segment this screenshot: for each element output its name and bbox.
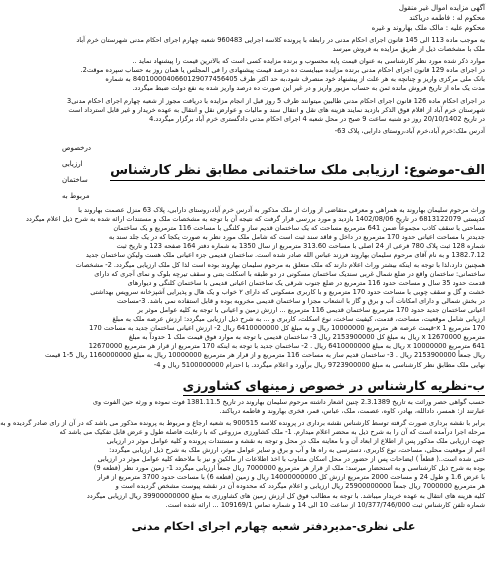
debtor-line: محکوم علیه : مالک ملک بهاروند و غیره (371, 24, 485, 32)
section-a-title: الف-موضوع: ارزیابی ملک ساختمانی مطابق نظر کارشناس (110, 163, 485, 181)
text-line: وراث مرحوم سلیمان بهاروند به همراهی و معرفی متقاضی از وراث از ملک مذکور به آدرس خرم آباد،روستای دارابی، پلاک 63 منزل عصمت بهاروند با (78, 205, 485, 214)
text-line: برابر با نقشه برداری صورت گرفته توسط کارشناس نقشه برداری در پرونده کلاسه 900515 به شعبه ارجاع و مربوط به پرونده مذکور می باشد که در آن از رای صادر گردیده و به (0, 418, 485, 427)
text-line: در اجرای ماده 129 قانون اجرای احکام مدنی برنده مزایده میبایست ده درصد قیمت پیشنهادی را فی المجلس یا همان روز به حساب سپرده موقت2. (80, 66, 485, 75)
text-line: بانک ملی مرکزی واریز و چنانچه به هر علت از پیشنهاد خود منصرف شود،به حد اکثر ظرف 8401000040660129077456405 به شماره (105, 75, 485, 84)
text-line: مترمربع x 12670000 ریال به مبلغ کل 2153900000 ریال 3- ساختمان قدیمی با توجه به موارد فوق قیمت ملک 1 حدوداً به مبلغ (128, 333, 485, 342)
text-line: قدمت حدود 35 سال و مساحت حدود 116 مترمربع در ضلع جنوب شرقی یک ساختمان اعیانی قدیمی با ساختمان کلنگی و دیوارهای (127, 278, 485, 287)
section-b-heading (62, 378, 485, 396)
text-line: بوده به شرح ذیل کارشناسی و به استحضار میرسد: ملک از قرار هر مترمربع 7000000 ریال جمعاً ارزیابی میگردد 1- زمین مورد نظر (قطعه 9) (93, 464, 485, 473)
text-line: شهرستان خرم آباد از اقلام فوق الذکر بازدید نمایند هزینه های نقل و انتقال سند و مالیات و عوارض نقل و انتقال به عهده خریدار و غیر قابل استرداد است (68, 105, 485, 114)
signature: علی نظری-مدیردفتر شعبه چهارم اجرای احکام مدنی (131, 519, 416, 533)
text-line: 170 مترمربع x 1-قیمت عرصه هر مترمربع 10000000 ریال و به مبلغ کل 6410000000 ریال 2- ارزش اعیانی ساختمان جدید به مساحت 170 (89, 324, 485, 333)
address-paragraph (62, 127, 485, 136)
text-line: موارد ذکر شده مورد نظر کارشناسی به عنوان قیمت پایه محسوب و برنده مزایده کسی است که بالاترین قیمت را پیشنهاد نماید .. (132, 57, 485, 66)
deposit-paragraph (62, 57, 485, 93)
section-a-body (26, 205, 485, 370)
text-line: اعم از موقعیت محلی، مساحت، نوع کاربری، دسترسی به راه ها و آب و برق و سایر عوامل موثر، ارزش ملک به شرح ذیل ارزیابی میگردد: (109, 446, 485, 455)
text-line: 1382.7.12 و به نام آقای مرحوم سلیمان بهاروند فرزند عباس الله صادر شده است. ساختمان قدیمی جزء اعیانی ملک هست ولیکن ساختمان جدید (85, 251, 485, 260)
notice-title: آگهی مزایده اموال غیر منقول (398, 4, 485, 12)
text-line: جدیدتر با مساحت اعیانی حدود 170 مترمربع در داخل و فاقد سند ثبت است که شامل ملک مورد نظر به صورت یکجا که در یک جلد سند به (108, 233, 485, 242)
text-line: حتی شده است..( قطعاً ) ایضاحات پس از حضور در محل اسکان متناوب با اخذ اطلاعات از مالکین و نیز با ملاحظه کلیه عوامل موثر در ارزیابی (97, 455, 485, 464)
text-line: کلیه هزینه های انتقال به عهده خریدار میباشد. با توجه به مطالب فوق کل ارزش زمین های کشاورزی به مبلغ 39900000000 ریال ارزیابی میگردد (86, 491, 485, 500)
intro-paragraph (62, 36, 485, 54)
text-line: با عرض 1.6 و طول 24 و مساحت 2000 مترمربع ارزش کل 14000000000 ریال و زمین (قطعه 6) با مساحت حدود 3700 مترمربع از قرار (97, 473, 485, 482)
text-line: شماره 128 ثبت پلاک 780 فرعی از 24 اصلی با مساحت 313.60 مترمربع از سال 1350 به شماره دفتر 164 صفحه 123 و تاریخ ثبت (116, 242, 485, 251)
text-line: ملک با مشخصات ذیل از طریق مزایده به فروش میرسد (332, 45, 485, 54)
text-line: در بخش شمالی و دارای امکانات آب و برق و گاز با انشعاب مجزا و ساختمان قدیمی مخروبه بوده و قابل استفاده نمی باشد. 3-مساحت (116, 296, 485, 305)
text-line: 641 مترمربع x 10000000 ریال به مبلغ 6410000000 ریال . 2- ساختمان جدید با توجه به اینکه 170 مترمربع از قرار هر مترمربع 12670000 (88, 342, 485, 351)
text-line: ریال جمعاً 2153900000 ریال . 3- ساختمان قدیم ساز به مساحت 116 مترمربع و از قرار هر مترمربع 10000000 ریال به مبلغ 1160000000 ریال 5-1 قیمت (45, 351, 485, 360)
section-a-heading (62, 140, 485, 204)
text-line: حسب گواهی حصر وراثت به تاریخ 2.3.1389 چنین اشعار داشته مرحوم سلیمان بهاروند در تاریخ 1381.11.5 فوت نموده و ورثه حین الفوت وی (92, 397, 485, 406)
text-line: نهایی ملک مطابق نظر کارشناسی به مبلغ 9723900000 ریال برآورد و اعلام میگردد. با احترام 5100000000 ریال و 4- (153, 360, 485, 369)
section-a-subtitle: درخصوص ارزیابی ساختمان مربوط به (62, 143, 91, 200)
text-line: در اجرای احکام ماده 126 قانون اجرای احکام مدنی طالبین میتوانند ظرف 5 روز قبل از انجام مزایده با دریافت مجوز از شعبه چهارم اجرای احکام مدنی3 (67, 96, 485, 105)
text-line: ساختمانی: ساختمان واقع در ضلع شمال غربی سندیک ساختمان مسکونی در دو طبقه با اسکلت بتنی و سقف تیرچه بلوک و نمای آجری که دارای (94, 269, 485, 278)
text-line: مدت یک ماه از تاریخ فروش مانده ثمن به حساب مزبور واریز و در غیر این صورت ده درصد واریز شده به نفع دولت ضبط میگردد. (132, 84, 485, 93)
text-line: عبارتند از: همسر، دادالله، بهادر، کاوه، عصمت، ملک، عباس، قمر، فخری بهاروند و فاطمه دریاکند. (219, 406, 485, 415)
text-line: همچنین دارد،لذا با توجه به اینکه بیشتر وراث اعلام دارند که ملک متعلق به مرحوم سلیمان بهاروند بوده است لذا کل ملک ارزیابی میگردد. 2- مشخصات (75, 260, 485, 269)
property-address: آدرس ملک:خرم آباد،خرم آباد،روستای دارابی، پلاک 63- (334, 126, 485, 135)
text-line: کدپستی 6813122079 در تاریخ 1402/08/06 بازدید و مورد بررسی قرار گرفت که نتیجه آن با توجه به مشخصات ملک و مستندات ارائه شده به شرح ذیل اعلام میگردد (26, 215, 485, 224)
text-line: ارزیابی شامل موقعیت، مساحت، قدمت، کیفیت ساخت، نوع اسکلت، کاربری و ... به شرح ذیل ارزیابی میگردد: ارزش عرصه ملک به مبلغ (112, 315, 485, 324)
text-line: به موجب ماده 113 الی 145 قانون اجرای احکام مدنی در رابطه با پرونده کلاسه اجرایی 960483 شعبه چهارم اجرای احکام مدنی شهرستان خرم آباد (76, 36, 485, 44)
text-line: جهت ارزیابی ملک مذکور پس از اطلاع از ابعاد آن و با معاینه ملک در محل و توجه به نقشه و مستندات پرونده و کلیه عوامل موثر در ارزیابی (106, 437, 485, 445)
section-b-title: ب-نظریه کارشناس در خصوص زمینهای کشاورزی (183, 378, 485, 396)
text-line: هر مترمربع 7000000 ریال جمعاً 25900000000 ریال ارزیابی و اعلام میگردد که محدوده آن در نقشه پیوست مشخص گردیده است و (115, 482, 485, 491)
creditor-line: محکوم له : فاطمه دریاکند (409, 14, 485, 22)
text-line: مرحله اجرا درآمده است که آن را به شرح ذیل به محضر اعلام میدارم. 1- ملک کشاورزی مزروعی که با رعایت فاصله طول و عرض قابل تفکیک می باشد که (59, 427, 485, 436)
section-b-body (0, 397, 485, 510)
text-line: خشت و گل و سقف چوبی با مساحت حدود 170 مترمربع و با کاربری مسکونی که دارای ۲ خواب و یک هال و پذیرایی آشپزخانه سرویس بهداشتی (90, 287, 485, 296)
text-line: مساحتی با سقف کاذب مجموعاً ضمن 641 مترمربع مساحت که یک ساختمان قدیم ساز و کلنگی با مساحت 116 مترمربع و یک ساختمان (113, 224, 485, 233)
auction-date-paragraph (62, 97, 485, 124)
text-line: در تاریخ 20/10/1402 روز دو شنبه ساعت 9 صبح در محل شعبه 4 اجرای احکام مدنی دادگستری خرم آباد برگزار میگردد.4 (149, 114, 485, 123)
text-line: شماره تلفن کارشناس ثبت 10/377/746/000 از ساعت 10 الی 14 و شماره تماس 109169/1 ... ارائه شده است. (165, 500, 485, 509)
text-line: اعیانی ساختمان جدید حدود 170 مترمربع ساختمان قدیمی 116 مترمربع ... ارزش زمین و اعیانی با توجه به کلیه عوامل موثر بر (137, 305, 485, 314)
notice-header (62, 3, 485, 33)
